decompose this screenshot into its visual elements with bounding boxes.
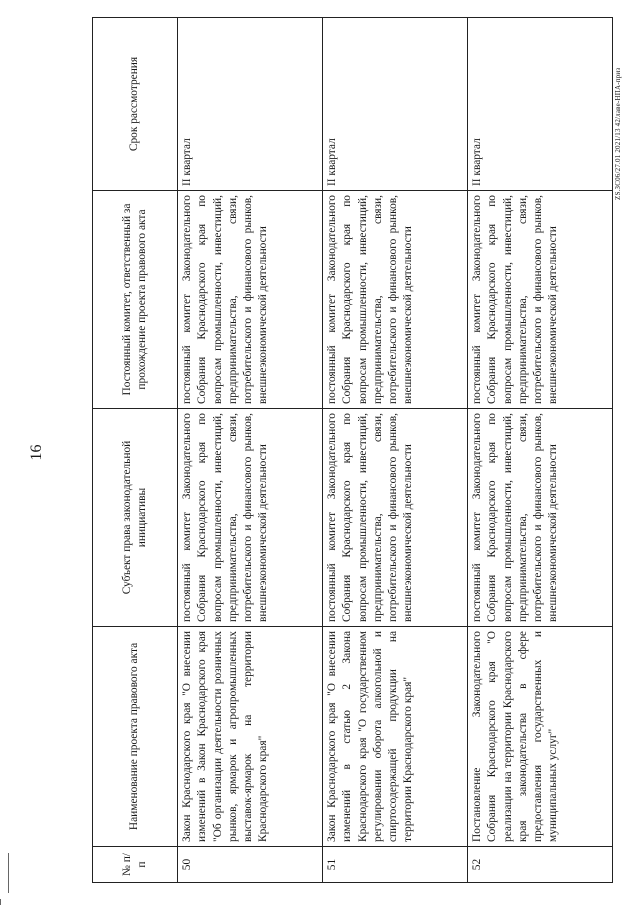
table-row (178, 18, 323, 883)
row-committee: постоянный комитет Законодательного Собрания Краснодарского края по вопросам промышленности, инвестиций, предпринимательства, связи, потребительского и финансового рынков, внешнеэкономической деятельности (323, 191, 468, 409)
header-num: № п/п (93, 847, 178, 883)
header-subject: Субъект права законодательной инициативы (93, 409, 178, 627)
row-term: II квартал (178, 18, 323, 191)
row-subject: постоянный комитет Законодательного Собрания Краснодарского края по вопросам промышленности, инвестиций, предпринимательства, связи, потребительского и финансового рынков, внешнеэкономической деятельности (178, 409, 323, 627)
row-committee: постоянный комитет Законодательного Собрания Краснодарского края по вопросам промышленности, инвестиций, предпринимательства, связи, потребительского и финансового рынков, внешнеэкономической деятельности (178, 191, 323, 409)
page-number: 16 (28, 444, 45, 461)
header-term: Срок рассмотрения (93, 18, 178, 191)
row-subject: постоянный комитет Законодательного Собрания Краснодарского края по вопросам промышленности, инвестиций, предпринимательства, связи, потребительского и финансового рынков, внешнеэкономической деятельности (323, 409, 468, 627)
header-committee: Постоянный комитет, ответственный за прохождение проекта правового акта (93, 191, 178, 409)
document-code: ZS.ЗС06/27.01 2021/13 42/лаве-НПА-приз (614, 67, 622, 200)
table-header-row (93, 18, 178, 883)
scan-mark (8, 853, 9, 893)
row-committee: постоянный комитет Законодательного Собрания Краснодарского края по вопросам промышленности, инвестиций, предпринимательства, связи, потребительского и финансового рынков, внешнеэкономической деятельности (468, 191, 613, 409)
scan-mark (0, 899, 1, 905)
legislative-plan-table (92, 17, 613, 883)
row-name: Постановление Законодательного Собрания Краснодарского края "О реализации на территории Краснодарского края законодательства в сфере предоставления государственных и муниципальных услуг" (468, 627, 613, 847)
row-name: Закон Краснодарского края "О внесении изменений в статью 2 Закона Краснодарского края "О государственном регулировании оборота алкогольной и спиртосодержащей продукции на территории Краснодарского края" (323, 627, 468, 847)
row-subject: постоянный комитет Законодательного Собрания Краснодарского края по вопросам промышленности, инвестиций, предпринимательства, связи, потребительского и финансового рынков, внешнеэкономической деятельности (468, 409, 613, 627)
header-name: Наименование проекта правового акта (93, 627, 178, 847)
row-num: 52 (468, 847, 613, 883)
table-row (323, 18, 468, 883)
row-num: 50 (178, 847, 323, 883)
row-num: 51 (323, 847, 468, 883)
row-term: II квартал (323, 18, 468, 191)
row-name: Закон Краснодарского края "О внесении изменений в Закон Краснодарского края "Об организации деятельности розничных рынков, ярмарок и агропромышленных выставок-ярмарок на территории Краснодарского края" (178, 627, 323, 847)
row-term: II квартал (468, 18, 613, 191)
table-row (468, 18, 613, 883)
